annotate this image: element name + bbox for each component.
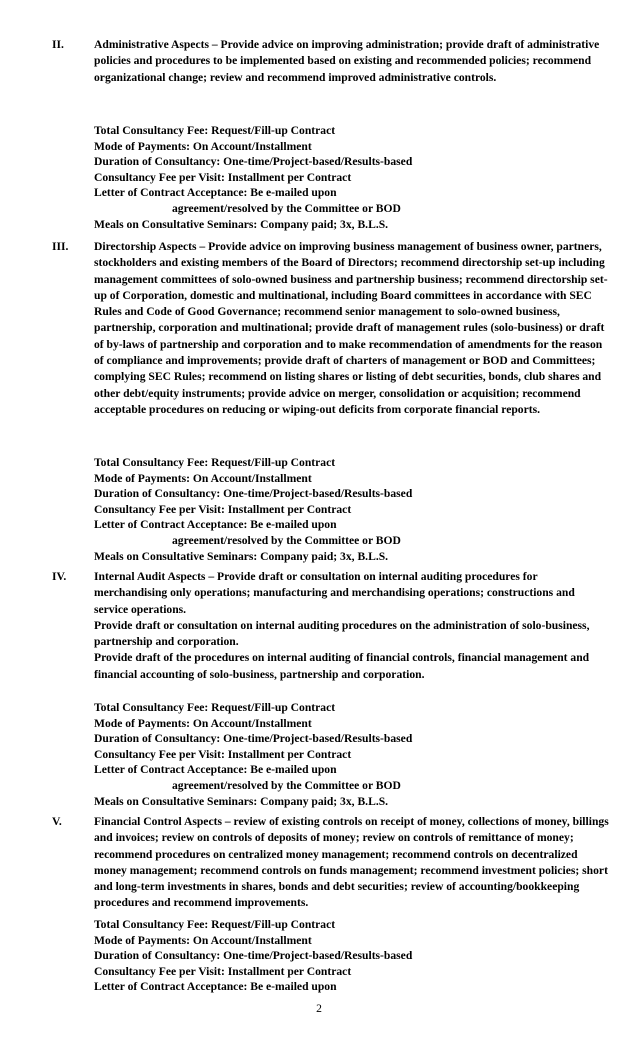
paragraph: Directorship Aspects – Provide advice on improving business management of business owner, partners, stockholders and existing members of the Board of Directors; recommend directorship set-up including management committees of solo-owned business and partnership business; recommend directorship set-up of Corporation, domestic and multinational, including Board committees in accordance with SEC Rules and Code of Good Governance; recommend senior management to solo-owned business, partnership, corporation and multinational; provide draft of management rules (solo-business) or draft of by-laws of partnership and corporation and to make recommendation of amendments for the reason of compliance and improvements; provide draft of charters of management or BOD and Committees; complying SEC Rules; recommend on listing shares or listing of debt securities, bonds, club shares and other debt/equity instruments; provide advice on merger, consolidation or acquisition; recommend acceptable procedures on reducing or wiping-out deficits from corporate financial reports. (94, 240, 608, 416)
agreement-line: agreement/resolved by the Committee or BOD (172, 533, 401, 547)
payments-line: Mode of Payments: On Account/Installment (94, 933, 312, 947)
section-description (94, 239, 609, 418)
meals-line: Meals on Consultative Seminars: Company paid; 3x, B.L.S. (94, 549, 389, 563)
payments-line: Mode of Payments: On Account/Installment (94, 716, 312, 730)
section-description (94, 814, 609, 912)
paragraph: Internal Audit Aspects – Provide draft or consultation on internal auditing procedures for merchandising only operations; manufacturing and merchandising operations; constructions and service operations. (94, 570, 575, 616)
fee-line: Total Consultancy Fee: Request/Fill-up Contract (94, 701, 336, 714)
duration-line: Duration of Consultancy: One-time/Project-based/Results-based (94, 732, 413, 746)
meals-line: Meals on Consultative Seminars: Company paid; 3x, B.L.S. (94, 794, 389, 808)
contract-terms (94, 123, 609, 232)
paragraph: Administrative Aspects – Provide advice on improving administration; provide draft of administrative policies and procedures to be implemented based on existing and recommended policies; recommend organizational change; review and recommend improved administrative controls. (94, 38, 600, 84)
acceptance-line: Letter of Contract Acceptance: Be e-mailed upon (94, 980, 337, 994)
per-visit-line: Consultancy Fee per Visit: Installment per Contract (94, 964, 352, 978)
fee-line: Total Consultancy Fee: Request/Fill-up Contract (94, 456, 336, 469)
per-visit-line: Consultancy Fee per Visit: Installment per Contract (94, 502, 352, 516)
payments-line: Mode of Payments: On Account/Installment (94, 139, 312, 153)
paragraph: Provide draft or consultation on internal auditing procedures on the administration of solo-business, partnership and corporation. (94, 618, 590, 649)
duration-line: Duration of Consultancy: One-time/Project-based/Results-based (94, 155, 413, 169)
meals-line: Meals on Consultative Seminars: Company paid; 3x, B.L.S. (94, 217, 389, 231)
section-number: V. (52, 815, 62, 828)
acceptance-line: Letter of Contract Acceptance: Be e-mailed upon (94, 763, 337, 777)
section-description (94, 37, 609, 86)
acceptance-line: Letter of Contract Acceptance: Be e-mailed upon (94, 518, 337, 532)
contract-terms (94, 700, 609, 809)
section-number: IV. (52, 570, 67, 583)
duration-line: Duration of Consultancy: One-time/Project-based/Results-based (94, 487, 413, 501)
agreement-line: agreement/resolved by the Committee or BOD (172, 778, 401, 792)
section-number: II. (52, 38, 64, 51)
fee-line: Total Consultancy Fee: Request/Fill-up Contract (94, 124, 336, 137)
per-visit-line: Consultancy Fee per Visit: Installment per Contract (94, 747, 352, 761)
acceptance-line: Letter of Contract Acceptance: Be e-mailed upon (94, 186, 337, 200)
agreement-line: agreement/resolved by the Committee or BOD (172, 201, 401, 215)
contract-terms (94, 455, 609, 564)
paragraph: Financial Control Aspects – review of existing controls on receipt of money, collections of money, billings and invoices; review on controls of deposits of money; review on controls of remittance of money; recommend procedures on centralized money management; recommend controls on decentralized money management; recommend controls on funds management; recommend investment policies; short and long-term investments in shares, bonds and debt securities; review of accounting/bookkeeping procedures and recommend improvements. (94, 815, 609, 910)
section-description (94, 569, 609, 683)
duration-line: Duration of Consultancy: One-time/Project-based/Results-based (94, 949, 413, 963)
paragraph: Provide draft of the procedures on internal auditing of financial controls, financial management and financial accounting of solo-business, partnership and corporation. (94, 651, 590, 681)
page-number: 2 (316, 1002, 322, 1015)
contract-terms (94, 917, 609, 995)
section-number: III. (52, 240, 69, 253)
per-visit-line: Consultancy Fee per Visit: Installment per Contract (94, 170, 352, 184)
fee-line: Total Consultancy Fee: Request/Fill-up Contract (94, 918, 336, 931)
payments-line: Mode of Payments: On Account/Installment (94, 471, 312, 485)
